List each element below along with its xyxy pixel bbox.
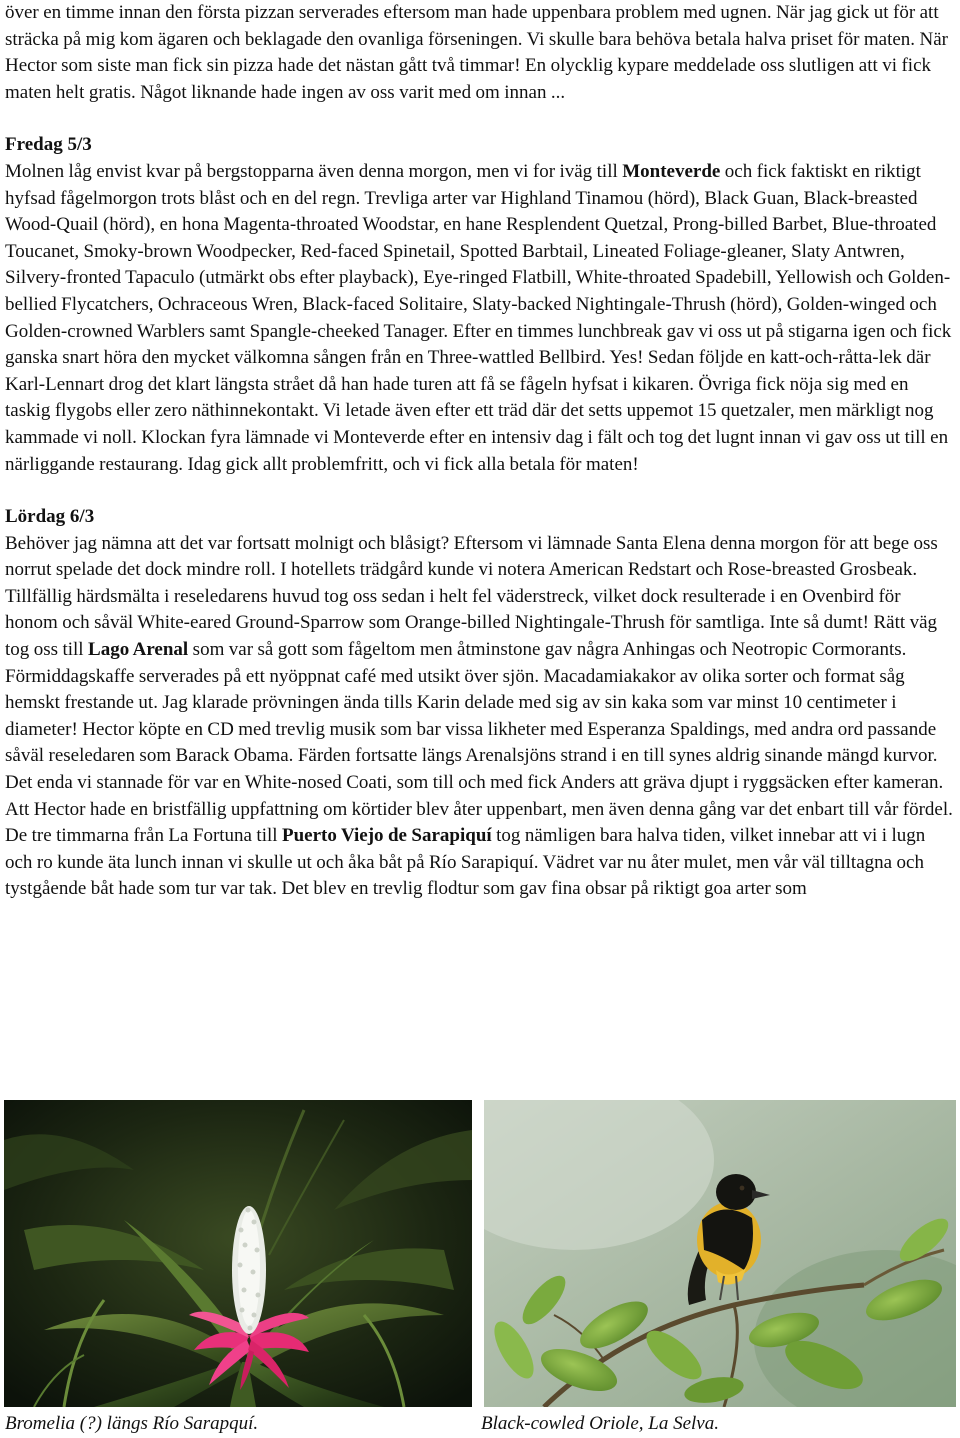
document-body [5, 0, 957, 903]
photo-row [4, 1100, 956, 1410]
bromeliad-caption: Bromelia (?) längs Río Sarapquí. [5, 1413, 259, 1434]
saturday-paragraph [5, 531, 957, 903]
place-lago-arenal: Lago Arenal [88, 639, 189, 661]
saturday-text-part1: Behöver jag nämna att det var fortsatt molnigt och blåsigt? Eftersom vi lämnade Santa Elena denna morgon för att bege oss norrut spelade det dock mindre roll. I hotellets trädgård kunde vi notera American Redstart och Rose-breasted Grosbeak. Tillfällig härdsmälta i reseledarens huvud tog oss sedan i helt fel väderstreck, vilket dock resulterade i en Ovenbird för honom och såväl White-eared Ground-Sparrow som Orange-billed Nightingale-Thrush för samtliga. Inte så dumt! Rätt väg tog oss till [5, 532, 938, 661]
spacer [5, 106, 957, 132]
friday-text-end: och fick faktiskt en riktigt hyfsad fågelmorgon trots blåst och en del regn. Trevliga arter var Highland Tinamou (hörd), Black Guan, Black-breasted Wood-Quail (hörd), en hona Magenta-throated Woodstar, en hane Resplendent Quetzal, Prong-billed Barbet, Blue-throated Toucanet, Smoky-brown Woodpecker, Red-faced Spinetail, Spotted Barbtail, Lineated Foliage-gleaner, Slaty Antwren, Silvery-fronted Tapaculo (utmärkt obs efter playback), Eye-ringed Flatbill, White-throated Spadebill, Yellowish och Golden-bellied Flycatchers, Ochraceous Wren, Black-faced Solitaire, Slaty-backed Nightingale-Thrush (hörd), Golden-winged och Golden-crowned Warblers samt Spangle-cheeked Tanager. Efter en timmes lunchbreak gav vi oss ut på stigarna igen och fick ganska snart höra den mycket välkomna sången från en Three-wattled Bellbird. Yes! Sedan följde en katt-och-råtta-lek där Karl-Lennart drog det klart längsta strået då han hade turen att få se fågeln hyfsat i kikaren. Övriga fick nöja sig med en taskig flygobs eller zero näthinnekontakt. Vi letade även efter ett träd där det setts uppemot 15 quetzaler, men märkligt nog kammade vi noll. Klockan fyra lämnade vi Monteverde efter en intensiv dag i fält och tog det lugnt innan vi gav oss ut till en närliggande restaurang. Idag gick allt problemfritt, och vi fick alla betala för maten! [5, 160, 952, 475]
saturday-heading: Lördag 6/3 [5, 506, 95, 528]
oriole-caption: Black-cowled Oriole, La Selva. [481, 1413, 719, 1434]
friday-heading: Fredag 5/3 [5, 134, 92, 156]
bromeliad-photo [4, 1100, 472, 1407]
place-monteverde: Monteverde [622, 160, 721, 182]
spacer [5, 478, 957, 504]
place-puerto-viejo: Puerto Viejo de Sarapiquí [282, 825, 492, 847]
saturday-text-part2: som var så gott som fågeltom men åtminstone gav några Anhingas och Neotropic Cormorants. Förmiddagskaffe serverades på ett nyöppnat café med utsikt över sjön. Macadamiakakor av olika sorter och format såg hemskt frestande ut. Jag klarade prövningen ända tills Karin delade med sig av sin kaka som var minst 10 centimeter i diameter! Hector köpte en CD med trevlig musik som bar vissa likheter med Esperanza Spaldings, med andra ord passande såväl reseledaren som Barack Obama. Färden fortsatte längs Arenalsjöns strand i en till synes aldrig sinande mängd kurvor. Det enda vi stannade för var en White-nosed Coati, som till och med fick Anders att gräva djupt i ryggsäcken efter kameran. Att Hector hade en bristfällig uppfattning om körtider blev åter uppenbart, men även denna gång var det enbart till vår fördel. De tre timmarna från La Fortuna till [5, 639, 953, 847]
friday-paragraph [5, 159, 957, 478]
bromeliad-image [4, 1100, 472, 1407]
friday-text-start: Molnen låg envist kvar på bergstopparna även denna morgon, men vi for iväg till [5, 160, 623, 182]
oriole-image [484, 1100, 956, 1407]
saturday-text-part3: tog nämligen bara halva tiden, vilket innebar att vi i lugn och ro kunde äta lunch innan vi skulle ut och åka båt på Río Sarapiquí. Vädret var nu åter mulet, men vår väl tilltagna och tystgående båt hade som tur var tak. Det blev en trevlig flodtur som gav fina obsar på riktigt goa arter som [5, 825, 926, 900]
oriole-photo [484, 1100, 956, 1407]
intro-paragraph: över en timme innan den första pizzan serverades eftersom man hade uppenbara problem med ugnen. När jag gick ut för att sträcka på mig kom ägaren och beklagade den ovanliga förseningen. Vi skulle bara behöva betala halva priset för maten. När Hector som siste man fick sin pizza hade det nästan gått två timmar! En olycklig kypare meddelade oss slutligen att vi fick maten helt gratis. Något liknande hade ingen av oss varit med om innan ... [5, 2, 948, 103]
